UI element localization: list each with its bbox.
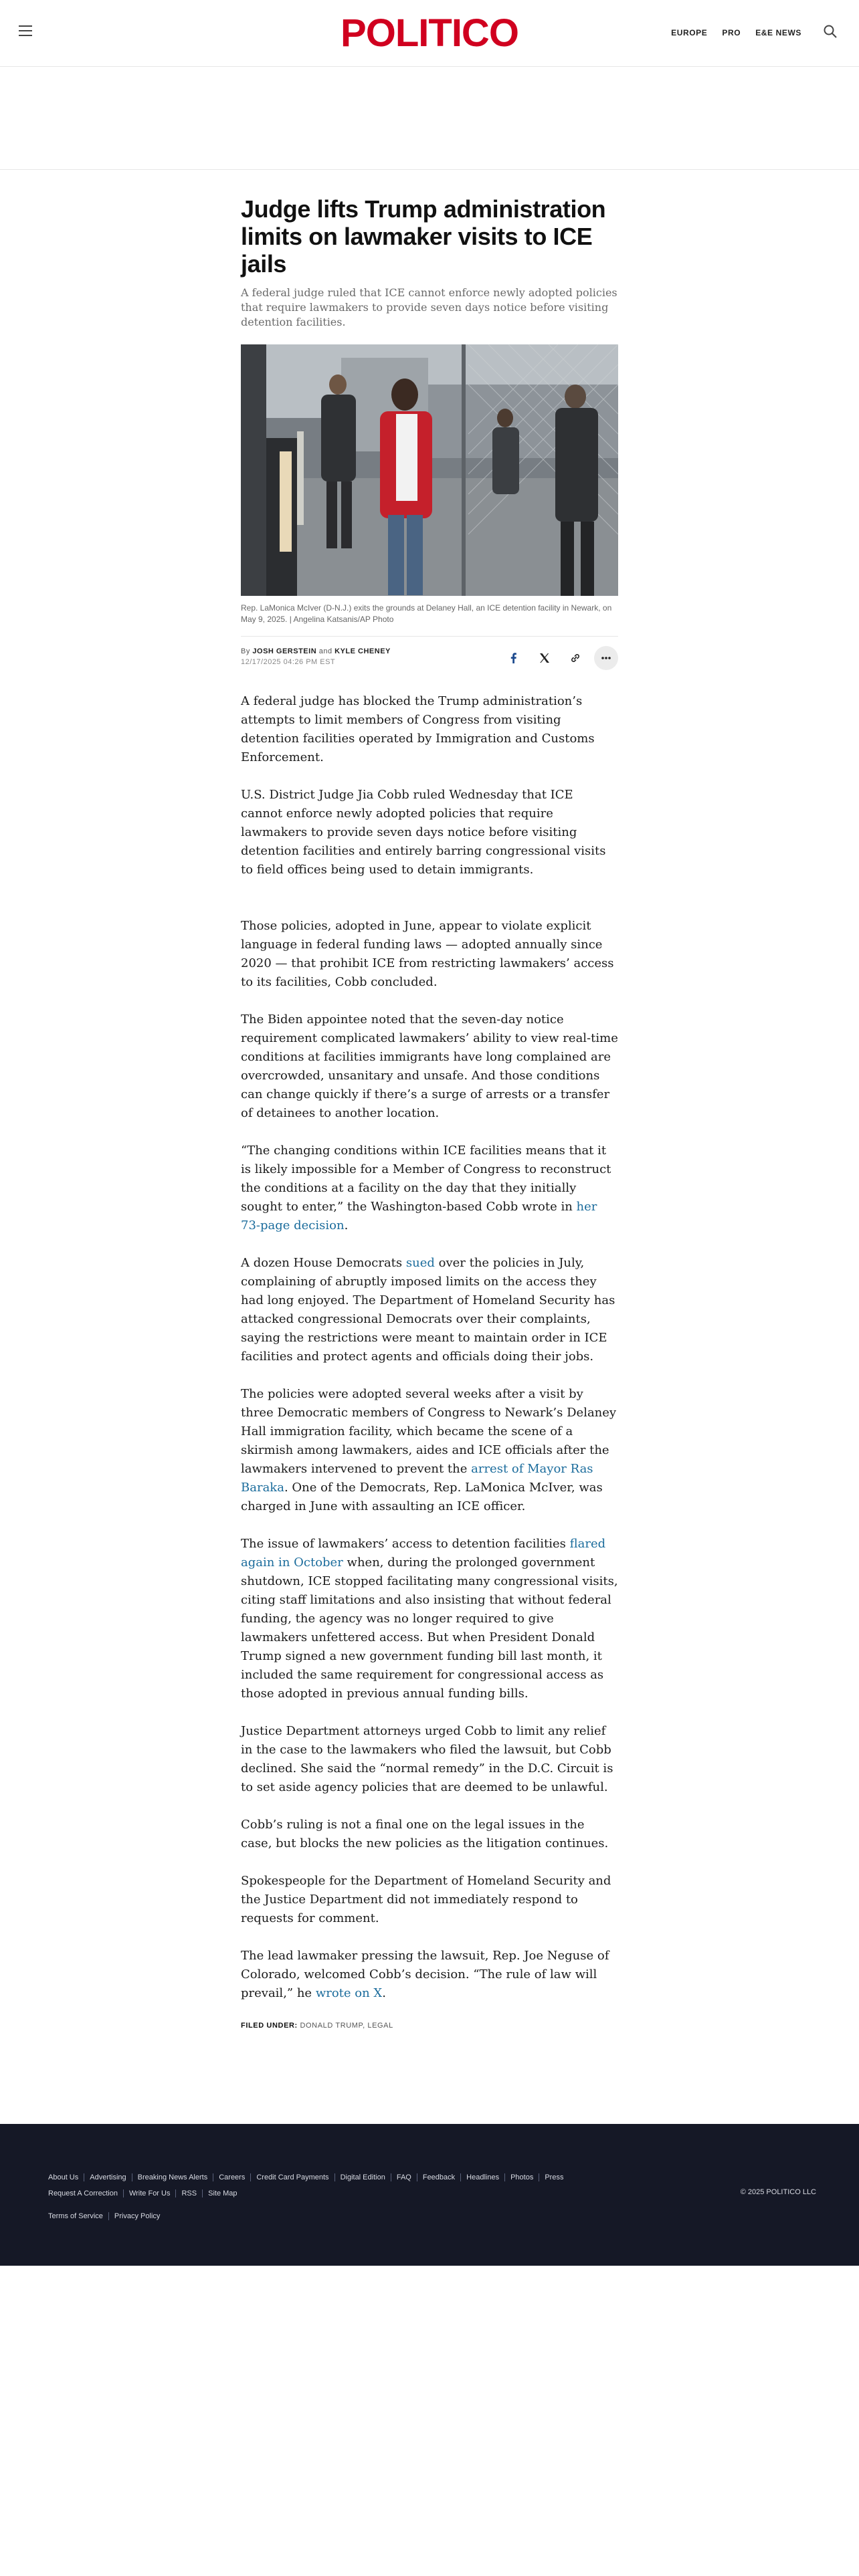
- author-josh-gerstein[interactable]: JOSH GERSTEIN: [252, 647, 317, 655]
- paragraph-7-text: The policies were adopted several weeks after a visit by three Democratic members of Congress to Newark’s Delaney Hall immigration facility, which became the scene of a skirmish among lawmakers, aides and ICE officials after the lawmakers intervened to prevent the: [241, 1387, 617, 1476]
- facebook-icon[interactable]: [502, 646, 526, 670]
- search-icon[interactable]: [823, 24, 838, 39]
- headline: Judge lifts Trump administration limits on lawmaker visits to ICE jails: [241, 195, 606, 278]
- paragraph-6-text: A dozen House Democrats: [241, 1256, 406, 1270]
- link-icon[interactable]: [563, 646, 587, 670]
- hero-photo: [241, 344, 618, 596]
- paragraph-8: [241, 1535, 618, 1703]
- top-nav: [671, 28, 801, 37]
- author-kyle-cheney[interactable]: KYLE CHENEY: [335, 647, 391, 655]
- tag-donald-trump[interactable]: DONALD TRUMP: [300, 2022, 363, 2030]
- site-footer: [0, 2124, 859, 2266]
- site-header: [0, 0, 859, 67]
- nav-pro[interactable]: PRO: [722, 28, 741, 37]
- paragraph-5-end: .: [344, 1218, 349, 1232]
- paragraph-7: [241, 1385, 618, 1516]
- footer-link-digital-edition[interactable]: Digital Edition: [335, 2173, 391, 2181]
- link-flared-october[interactable]: flared again in October: [241, 1537, 606, 1570]
- x-icon[interactable]: [533, 646, 557, 670]
- tag-separator: ,: [363, 2022, 365, 2030]
- paragraph-6-end: over the policies in July, complaining of abruptly imposed limits on the access they had long enjoyed. The Department of Homeland Security has attacked congressional Democrats over their complaints, saying the restrictions were meant to maintain order in ICE facilities and protect agents and officials doing their jobs.: [241, 1256, 615, 1364]
- paragraph-1: A federal judge has blocked the Trump administration’s attempts to limit members of Congress from visiting detention facilities operated by Immigration and Customs Enforcement.: [241, 694, 595, 764]
- footer-link-credit-card-payments[interactable]: Credit Card Payments: [250, 2173, 334, 2181]
- paragraph-8-text: The issue of lawmakers’ access to detention facilities: [241, 1537, 570, 1551]
- footer-link-press[interactable]: Press: [539, 2173, 569, 2181]
- footer-link-site-map[interactable]: Site Map: [202, 2189, 242, 2197]
- footer-link-rss[interactable]: RSS: [175, 2189, 202, 2197]
- photo-caption: Rep. LaMonica McIver (D-N.J.) exits the grounds at Delaney Hall, an ICE detention facility in Newark, on May 9, 2025. | Angelina Katsanis/AP Photo: [241, 603, 612, 624]
- nav-europe[interactable]: EUROPE: [671, 28, 708, 37]
- paragraph-12: [241, 1947, 618, 2003]
- footer-links: [48, 2169, 650, 2224]
- article-dek: A federal judge ruled that ICE cannot enforce newly adopted policies that require lawmakers to provide seven days notice before visiting detention facilities.: [241, 286, 617, 328]
- nav-ee-news[interactable]: E&E NEWS: [755, 28, 801, 37]
- footer-row-3: [48, 2208, 650, 2224]
- footer-link-privacy-policy[interactable]: Privacy Policy: [108, 2212, 165, 2220]
- footer-link-request-a-correction[interactable]: Request A Correction: [48, 2189, 118, 2197]
- footer-link-careers[interactable]: Careers: [213, 2173, 250, 2181]
- paragraph-7-end: . One of the Democrats, Rep. LaMonica McIver, was charged in June with assaulting an ICE officer.: [241, 1481, 603, 1513]
- article: [241, 195, 618, 2030]
- footer-link-write-for-us[interactable]: Write For Us: [123, 2189, 176, 2197]
- footer-link-terms-of-service[interactable]: Terms of Service: [48, 2212, 103, 2220]
- footer-link-about-us[interactable]: About Us: [48, 2173, 79, 2181]
- footer-row-2: [48, 2185, 650, 2202]
- tag-legal[interactable]: LEGAL: [367, 2022, 393, 2030]
- paragraph-2: U.S. District Judge Jia Cobb ruled Wednesday that ICE cannot enforce newly adopted policies that require lawmakers to provide seven days notice before visiting detention facilities and entirely barring congressional visits to field offices being used to detain immigrants.: [241, 788, 606, 877]
- paragraph-5: [241, 1142, 618, 1235]
- link-arrest-baraka[interactable]: arrest of Mayor Ras Baraka: [241, 1462, 593, 1495]
- article-body: [241, 692, 618, 2003]
- footer-link-feedback[interactable]: Feedback: [417, 2173, 460, 2181]
- share-buttons: [502, 646, 618, 670]
- footer-link-advertising[interactable]: Advertising: [84, 2173, 131, 2181]
- link-73-page-decision[interactable]: her 73-page decision: [241, 1200, 597, 1232]
- paragraph-6: [241, 1254, 618, 1366]
- paragraph-5-text: “The changing conditions within ICE facilities means that it is likely impossible for a Member of Congress to reconstruct the conditions at a facility on the day that they initially sought to enter,” the Washington-based Cobb wrote in: [241, 1144, 611, 1214]
- timestamp: 12/17/2025 04:26 PM EST: [241, 658, 336, 666]
- byline-prefix: By: [241, 647, 250, 655]
- byline-row: [241, 636, 618, 673]
- footer-row-1: [48, 2169, 650, 2185]
- footer-link-photos[interactable]: Photos: [504, 2173, 539, 2181]
- copyright: © 2025 POLITICO LLC: [740, 2188, 816, 2196]
- link-sued[interactable]: sued: [405, 1256, 435, 1270]
- byline-conj: and: [318, 647, 332, 655]
- filed-under: [241, 2022, 618, 2030]
- filed-under-label: FILED UNDER:: [241, 2022, 298, 2030]
- footer-link-faq[interactable]: FAQ: [391, 2173, 417, 2181]
- paragraph-11: Spokespeople for the Department of Homeland Security and the Justice Department did not immediately respond to requests for comment.: [241, 1874, 611, 1925]
- paragraph-12-end: .: [382, 1986, 386, 2000]
- footer-link-breaking-news-alerts[interactable]: Breaking News Alerts: [132, 2173, 213, 2181]
- paragraph-4: The Biden appointee noted that the seven-day notice requirement complicated lawmakers’ ability to view real-time conditions at facilities immigrants have long complained are overcrowded, unsanitary and unsafe. And those conditions can change quickly if there’s a surge of arrests or a transfer of detainees to another location.: [241, 1012, 618, 1120]
- paragraph-12-text: The lead lawmaker pressing the lawsuit, Rep. Joe Neguse of Colorado, welcomed Cobb’s decision. “The rule of law will prevail,” he: [241, 1949, 609, 2000]
- paragraph-10: Cobb’s ruling is not a final one on the legal issues in the case, but blocks the new policies as the litigation continues.: [241, 1818, 609, 1850]
- link-wrote-on-x[interactable]: wrote on X: [315, 1986, 383, 2000]
- footer-link-headlines[interactable]: Headlines: [460, 2173, 504, 2181]
- more-icon[interactable]: [594, 646, 618, 670]
- politico-logo[interactable]: POLITICO: [341, 11, 518, 55]
- paragraph-3: Those policies, adopted in June, appear to violate explicit language in federal funding laws — adopted annually since 2020 — that prohibit ICE from restricting lawmakers’ access to its facilities, Cobb concluded.: [241, 919, 614, 989]
- paragraph-9: Justice Department attorneys urged Cobb to limit any relief in the case to the lawmakers who filed the lawsuit, but Cobb declined. She said the “normal remedy” in the D.C. Circuit is to set aside agency policies that are deemed to be unlawful.: [241, 1724, 613, 1794]
- ad-slot: [0, 67, 859, 170]
- paragraph-8-end: when, during the prolonged government shutdown, ICE stopped facilitating many congressional visits, citing staff limitations and also insisting that without federal funding, the agency was no longer required to give lawmakers unfettered access. But when President Donald Trump signed a new government funding bill last month, it included the same requirement for congressional access as those adopted in previous annual funding bills.: [241, 1555, 618, 1701]
